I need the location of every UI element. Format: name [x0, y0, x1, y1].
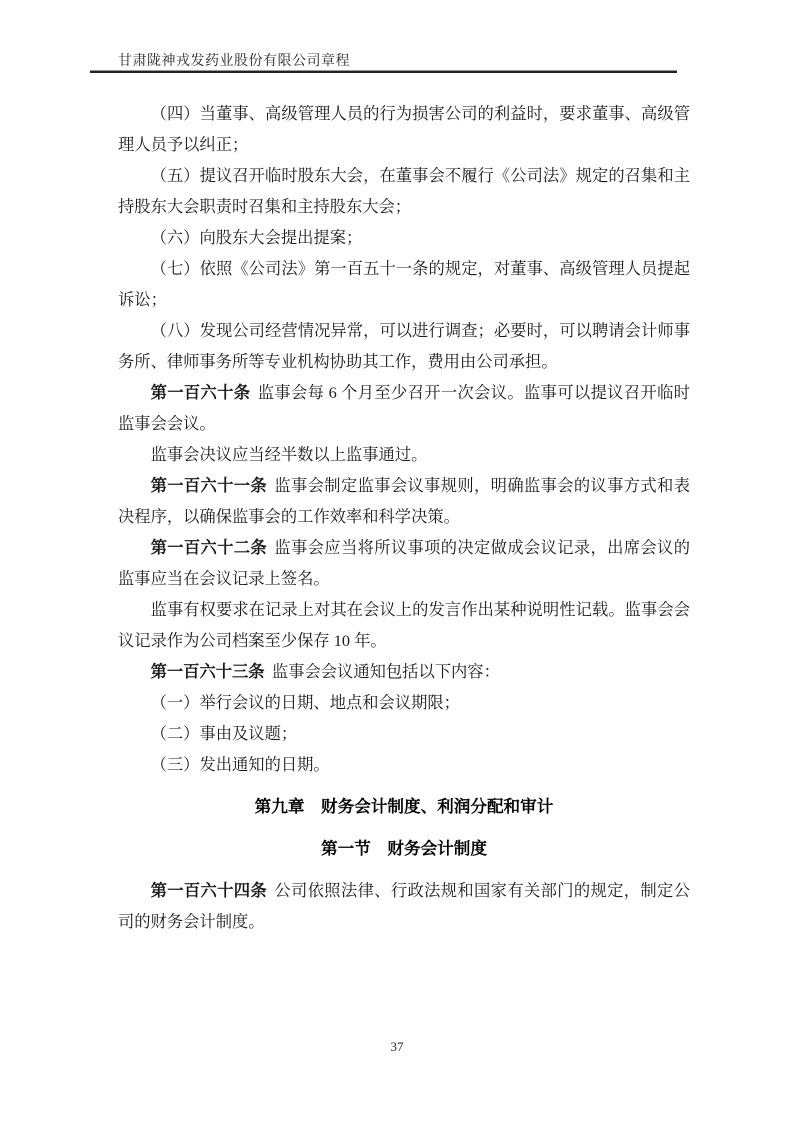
body-paragraph — [118, 98, 690, 160]
body-paragraph — [118, 377, 690, 439]
body-paragraph — [118, 875, 690, 937]
chapter-heading: 第九章 财务会计制度、利润分配和审计 — [254, 797, 554, 816]
paragraph-text: （八）发现公司经营情况异常，可以进行调查；必要时，可以聘请会计师事务所、律师事务所等专业机构协助其工作，费用由公司承担。 — [118, 321, 690, 371]
header-title: 甘肃陇神戎发药业股份有限公司章程 — [118, 54, 350, 69]
page-footer — [0, 1039, 794, 1055]
paragraph-text: 监事会每 6 个月至少召开一次会议。监事可以提议召开临时监事会会议。 — [118, 383, 690, 433]
paragraph-text: （三）发出通知的日期。 — [150, 755, 330, 774]
body-paragraph — [118, 594, 690, 656]
document-body — [118, 98, 690, 937]
body-paragraph — [118, 749, 690, 780]
body-paragraph — [118, 160, 690, 222]
body-paragraph — [118, 222, 690, 253]
paragraph-text: （四）当董事、高级管理人员的行为损害公司的利益时，要求董事、高级管理人员予以纠正； — [118, 104, 690, 154]
paragraph-text: 监事会会议通知包括以下内容： — [271, 662, 500, 681]
paragraph-text: （五）提议召开临时股东大会，在董事会不履行《公司法》规定的召集和主持股东大会职责时召集和主持股东大会； — [118, 166, 690, 216]
paragraph-text: 监事会制定监事会议事规则，明确监事会的议事方式和表决程序，以确保监事会的工作效率和科学决策。 — [118, 476, 690, 526]
body-paragraph — [118, 532, 690, 594]
article-number: 第一百六十一条 — [150, 476, 268, 495]
body-paragraph — [118, 470, 690, 532]
paragraph-text: 监事有权要求在记录上对其在会议上的发言作出某种说明性记载。监事会会议记录作为公司档案至少保存 10 年。 — [118, 600, 690, 650]
section-heading: 第一节 财务会计制度 — [321, 839, 487, 858]
article-number: 第一百六十四条 — [150, 881, 268, 900]
paragraph-text: （七）依照《公司法》第一百五十一条的规定，对董事、高级管理人员提起诉讼； — [118, 259, 690, 309]
header-rule — [90, 70, 677, 73]
body-paragraph — [118, 439, 690, 470]
page-number: 37 — [390, 1039, 404, 1054]
body-paragraph — [118, 687, 690, 718]
article-number: 第一百六十二条 — [150, 538, 268, 557]
body-paragraph — [118, 718, 690, 749]
article-number: 第一百六十三条 — [150, 662, 265, 681]
body-paragraph — [118, 656, 690, 687]
body-paragraph — [118, 315, 690, 377]
paragraph-text: （一）举行会议的日期、地点和会议期限； — [150, 693, 460, 712]
body-paragraph — [118, 253, 690, 315]
paragraph-text: 监事会应当将所议事项的决定做成会议记录，出席会议的监事应当在会议记录上签名。 — [118, 538, 690, 588]
paragraph-text: 公司依照法律、行政法规和国家有关部门的规定，制定公司的财务会计制度。 — [118, 881, 690, 931]
paragraph-text: 监事会决议应当经半数以上监事通过。 — [150, 445, 428, 464]
paragraph-text: （六）向股东大会提出提案； — [150, 228, 363, 247]
paragraph-text: （二）事由及议题； — [150, 724, 298, 743]
article-number: 第一百六十条 — [150, 383, 251, 402]
